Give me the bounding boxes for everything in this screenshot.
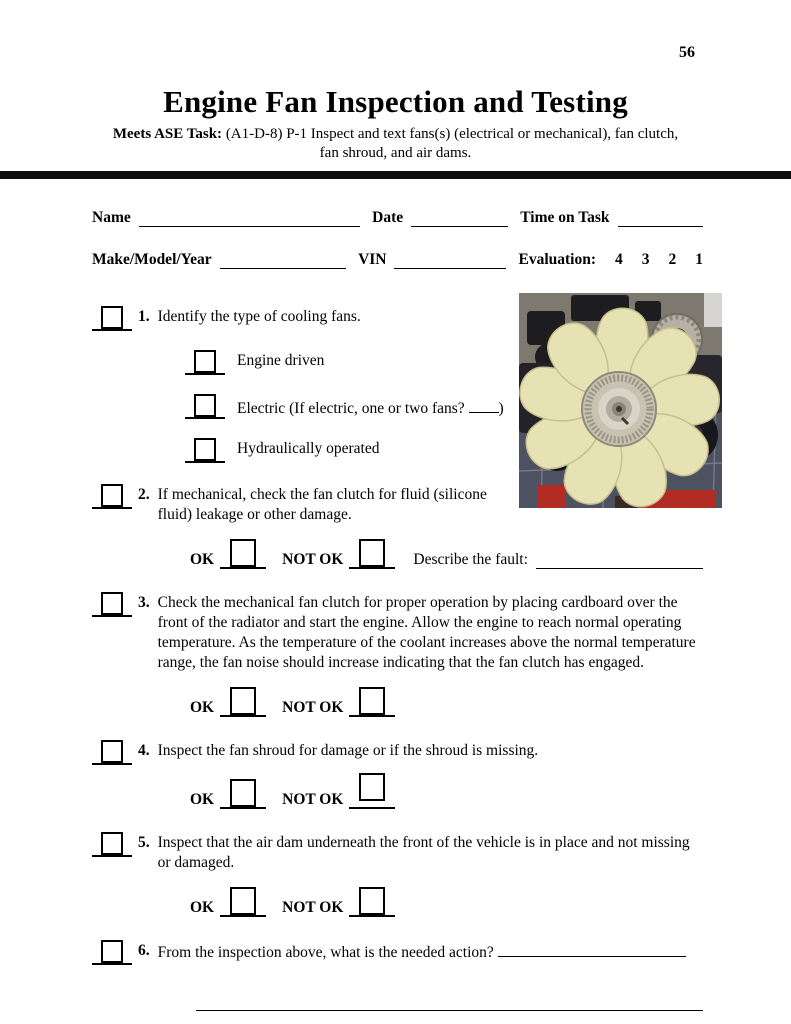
checkbox-underline bbox=[185, 461, 225, 463]
time-on-task-field[interactable] bbox=[618, 211, 703, 227]
checkbox-underline bbox=[185, 417, 225, 419]
item-5-text: Inspect that the air dam underneath the front of the vehicle is in place and not missing or damaged. bbox=[157, 834, 690, 871]
not-ok-label: NOT OK bbox=[282, 551, 344, 568]
item-3-number: 3. bbox=[138, 594, 150, 611]
checkbox-square[interactable] bbox=[194, 394, 216, 417]
checkbox-square[interactable] bbox=[101, 740, 123, 763]
item-2-ok-checkbox[interactable] bbox=[220, 537, 266, 569]
task-item-6 bbox=[92, 937, 703, 965]
needed-action-field[interactable] bbox=[498, 941, 686, 957]
item-5-number: 5. bbox=[138, 834, 150, 851]
item-4-not-ok-checkbox[interactable] bbox=[349, 777, 395, 809]
needed-action-line-2-wrap bbox=[196, 995, 703, 1016]
ok-label: OK bbox=[190, 551, 215, 568]
item-6-number: 6. bbox=[138, 942, 150, 959]
name-field[interactable] bbox=[139, 211, 360, 227]
item-6-text-wrap bbox=[158, 941, 703, 963]
ase-task-label: Meets ASE Task: bbox=[112, 126, 223, 142]
item-2-ok-row bbox=[190, 537, 703, 569]
hydraulic-label: Hydraulically operated bbox=[237, 440, 380, 457]
checkbox-square[interactable] bbox=[194, 438, 216, 461]
checkbox-underline bbox=[92, 963, 132, 965]
item-3-checkbox[interactable] bbox=[92, 589, 132, 617]
electric-label-suffix: ) bbox=[498, 400, 504, 417]
checkbox-square[interactable] bbox=[230, 539, 256, 567]
time-on-task-label: Time on Task bbox=[520, 209, 610, 226]
describe-fault-label: Describe the fault: bbox=[413, 551, 528, 568]
evaluation-score-1[interactable]: 1 bbox=[695, 251, 703, 268]
hydraulic-checkbox[interactable] bbox=[185, 435, 225, 463]
checkbox-underline bbox=[185, 373, 225, 375]
name-label: Name bbox=[92, 209, 131, 226]
checkbox-square[interactable] bbox=[101, 832, 123, 855]
item-2-not-ok-checkbox[interactable] bbox=[349, 537, 395, 569]
checkbox-square[interactable] bbox=[230, 887, 256, 915]
checkbox-square[interactable] bbox=[359, 687, 385, 715]
task-item-4 bbox=[92, 737, 703, 765]
checkbox-underline bbox=[92, 763, 132, 765]
electric-label-text: Electric (If electric, one or two fans? bbox=[237, 400, 465, 417]
checkbox-underline bbox=[92, 855, 132, 857]
make-model-year-label: Make/Model/Year bbox=[92, 251, 212, 268]
item-5-ok-checkbox[interactable] bbox=[220, 885, 266, 917]
checkbox-underline bbox=[349, 915, 395, 917]
item-1-number: 1. bbox=[138, 308, 150, 325]
item-3-text: Check the mechanical fan clutch for proper operation by placing cardboard over the front of the radiator and start the engine. Allow the engine to reach normal operating temperature. As the temperature of the coolant increases above the normal temperature range, the fan noise should increase indicating that the fan clutch has engaged. bbox=[157, 594, 696, 671]
checkbox-underline bbox=[92, 507, 132, 509]
not-ok-label: NOT OK bbox=[282, 899, 344, 916]
ase-task-text-2: fan shroud, and air dams. bbox=[319, 145, 472, 161]
electric-checkbox[interactable] bbox=[185, 391, 225, 419]
checkbox-underline bbox=[349, 567, 395, 569]
item-5-ok-row bbox=[190, 885, 703, 917]
item-3-ok-checkbox[interactable] bbox=[220, 685, 266, 717]
checkbox-underline bbox=[220, 715, 266, 717]
needed-action-field-2[interactable] bbox=[196, 995, 703, 1011]
checkbox-square[interactable] bbox=[230, 779, 256, 807]
item-3-not-ok-checkbox[interactable] bbox=[349, 685, 395, 717]
checkbox-underline bbox=[92, 615, 132, 617]
info-row-1 bbox=[92, 209, 703, 227]
header-divider bbox=[0, 171, 791, 179]
task-item-3 bbox=[92, 589, 703, 673]
checkbox-square[interactable] bbox=[194, 350, 216, 373]
item-4-ok-row bbox=[190, 777, 703, 809]
checkbox-underline bbox=[92, 329, 132, 331]
checkbox-square[interactable] bbox=[101, 592, 123, 615]
item-6-text: From the inspection above, what is the needed action? bbox=[157, 944, 494, 961]
checkbox-square[interactable] bbox=[359, 773, 385, 801]
ase-task-line bbox=[0, 125, 791, 144]
electric-label bbox=[237, 396, 504, 418]
engine-driven-checkbox[interactable] bbox=[185, 347, 225, 375]
evaluation-score-4[interactable]: 4 bbox=[615, 251, 623, 268]
checkbox-square[interactable] bbox=[101, 940, 123, 963]
checkbox-underline bbox=[220, 567, 266, 569]
item-5-checkbox[interactable] bbox=[92, 829, 132, 857]
ok-label: OK bbox=[190, 899, 215, 916]
item-2-checkbox[interactable] bbox=[92, 481, 132, 509]
vin-field[interactable] bbox=[394, 253, 506, 269]
ok-label: OK bbox=[190, 791, 215, 808]
checkbox-square[interactable] bbox=[101, 306, 123, 329]
info-row-2 bbox=[92, 251, 703, 269]
item-4-number: 4. bbox=[138, 742, 150, 759]
not-ok-label: NOT OK bbox=[282, 791, 344, 808]
item-6-checkbox[interactable] bbox=[92, 937, 132, 965]
task-item-5 bbox=[92, 829, 703, 873]
item-1-checkbox[interactable] bbox=[92, 303, 132, 331]
item-4-checkbox[interactable] bbox=[92, 737, 132, 765]
page-number: 56 bbox=[679, 44, 695, 61]
ok-label: OK bbox=[190, 699, 215, 716]
checkbox-underline bbox=[220, 807, 266, 809]
checkbox-square[interactable] bbox=[359, 539, 385, 567]
engine-fan-photo bbox=[519, 293, 722, 508]
checkbox-underline bbox=[220, 915, 266, 917]
checkbox-square[interactable] bbox=[359, 887, 385, 915]
vin-label: VIN bbox=[358, 251, 387, 268]
not-ok-label: NOT OK bbox=[282, 699, 344, 716]
describe-fault-field[interactable] bbox=[536, 553, 703, 569]
checkbox-underline bbox=[349, 807, 395, 809]
electric-fan-count-field[interactable] bbox=[469, 396, 499, 413]
item-1-text: Identify the type of cooling fans. bbox=[157, 308, 361, 325]
engine-driven-label: Engine driven bbox=[237, 352, 325, 369]
ase-task-text: (A1-D-8) P-1 Inspect and text fans(s) (electrical or mechanical), fan clutch, bbox=[225, 126, 679, 142]
item-2-number: 2. bbox=[138, 486, 150, 503]
make-model-year-field[interactable] bbox=[220, 253, 346, 269]
item-3-ok-row bbox=[190, 685, 703, 717]
date-field[interactable] bbox=[411, 211, 508, 227]
item-4-ok-checkbox[interactable] bbox=[220, 777, 266, 809]
evaluation-score-3[interactable]: 3 bbox=[641, 251, 650, 268]
item-2-text: If mechanical, check the fan clutch for fluid (silicone fluid) leakage or other damage. bbox=[157, 486, 487, 523]
checkbox-underline bbox=[349, 715, 395, 717]
checkbox-square[interactable] bbox=[101, 484, 123, 507]
evaluation-score-2[interactable]: 2 bbox=[668, 251, 677, 268]
evaluation-label: Evaluation: bbox=[518, 251, 596, 268]
checkbox-square[interactable] bbox=[230, 687, 256, 715]
page-title: Engine Fan Inspection and Testing bbox=[163, 84, 628, 119]
date-label: Date bbox=[372, 209, 404, 226]
item-4-text: Inspect the fan shroud for damage or if the shroud is missing. bbox=[157, 742, 539, 759]
item-5-not-ok-checkbox[interactable] bbox=[349, 885, 395, 917]
